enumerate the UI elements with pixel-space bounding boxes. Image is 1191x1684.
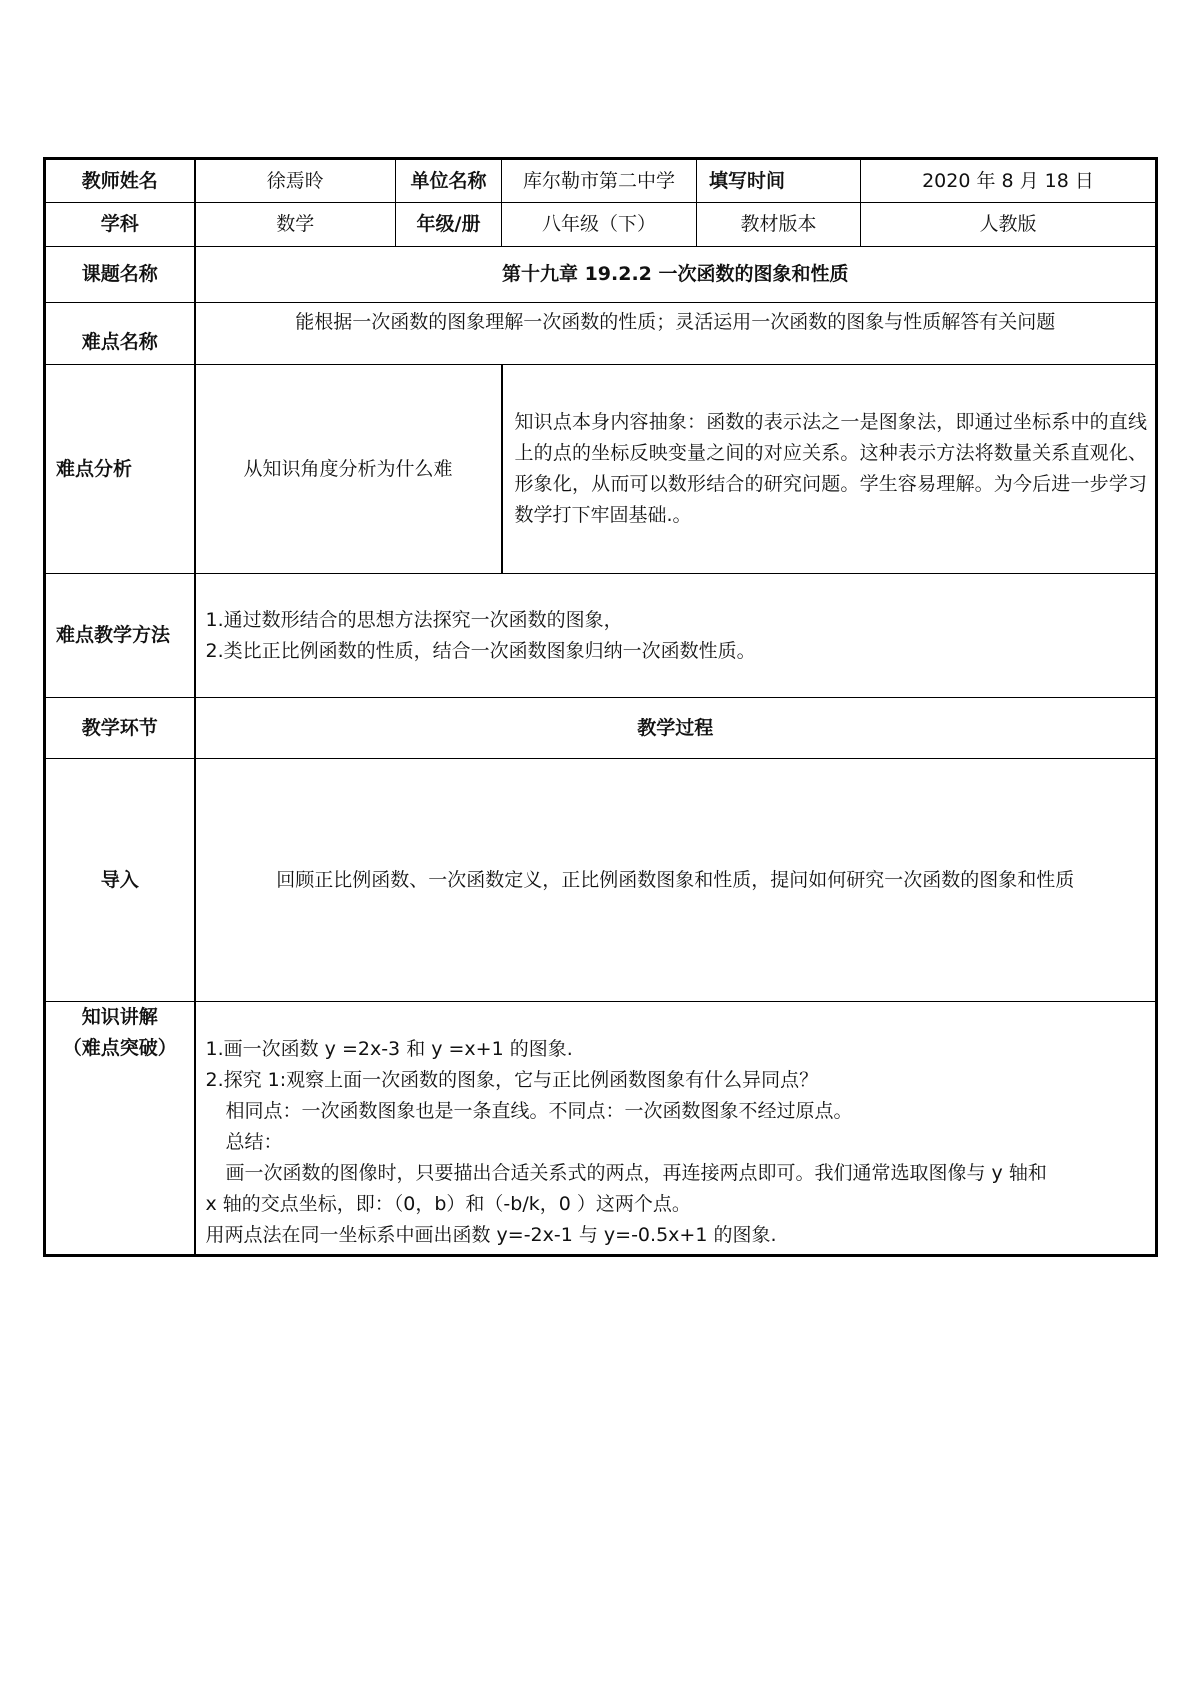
process-label: 教学环节 — [45, 698, 195, 759]
method-item: 1.通过数形结合的思想方法探究一次函数的图象， — [205, 608, 623, 631]
method-list — [195, 574, 1157, 698]
grade-label: 年级/册 — [396, 203, 502, 247]
table-row — [45, 203, 1157, 247]
table-row — [45, 574, 1157, 698]
table-row — [45, 1002, 1157, 1256]
knowledge-line: 1.画一次函数 y =2x-3 和 y =x+1 的图象. — [205, 1038, 573, 1060]
difficulty-value: 能根据一次函数的图象理解一次函数的性质；灵活运用一次函数的图象与性质解答有关问题 — [195, 303, 1157, 365]
knowledge-line: x 轴的交点坐标，即：（0，b）和（-b/k，0 ）这两个点。 — [205, 1193, 691, 1215]
analysis-label: 难点分析 — [45, 365, 195, 574]
table-row — [45, 159, 1157, 203]
edition-label: 教材版本 — [697, 203, 861, 247]
table-row — [45, 247, 1157, 303]
lesson-plan-table — [43, 157, 1158, 1257]
method-label: 难点教学方法 — [45, 574, 195, 698]
knowledge-label — [45, 1002, 195, 1256]
table-row — [45, 303, 1157, 365]
process-value: 教学过程 — [195, 698, 1157, 759]
difficulty-label: 难点名称 — [45, 303, 195, 365]
edition-value: 人教版 — [861, 203, 1157, 247]
lesson-plan-sheet — [43, 157, 1155, 1257]
subject-value: 数学 — [195, 203, 396, 247]
table-row — [45, 759, 1157, 1002]
analysis-text: 知识点本身内容抽象：函数的表示法之一是图象法，即通过坐标系中的直线上的点的坐标反映变量之间的对应关系。这种表示方法将数量关系直观化、形象化，从而可以数形结合的研究问题。学生容易理解。为今后进一步学习数学打下牢固基础.。 — [502, 365, 1157, 574]
unit-value: 库尔勒市第二中学 — [502, 159, 697, 203]
knowledge-label-line1: 知识讲解 — [81, 1006, 158, 1028]
date-value: 2020 年 8 月 18 日 — [861, 159, 1157, 203]
subject-label: 学科 — [45, 203, 195, 247]
topic-value: 第十九章 19.2.2 一次函数的图象和性质 — [195, 247, 1157, 303]
knowledge-label-line2: （难点突破） — [62, 1037, 177, 1059]
table-row — [45, 365, 1157, 574]
unit-label: 单位名称 — [396, 159, 502, 203]
knowledge-line: 总结： — [225, 1131, 283, 1153]
analysis-sub-label-text: 从知识角度分析为什么难 — [243, 457, 453, 480]
analysis-sub-label — [195, 365, 502, 574]
method-item: 2.类比正比例函数的性质，结合一次函数图象归纳一次函数性质。 — [205, 639, 756, 662]
grade-value: 八年级（下） — [502, 203, 697, 247]
topic-label: 课题名称 — [45, 247, 195, 303]
knowledge-line: 2.探究 1:观察上面一次函数的图象，它与正比例函数图象有什么异同点？ — [205, 1069, 819, 1091]
knowledge-line: 相同点：一次函数图象也是一条直线。不同点：一次函数图象不经过原点。 — [225, 1100, 853, 1122]
knowledge-line: 画一次函数的图像时，只要描出合适关系式的两点，再连接两点即可。我们通常选取图像与 y 轴和 — [225, 1162, 1047, 1184]
intro-label: 导入 — [45, 759, 195, 1002]
knowledge-content — [195, 1002, 1157, 1256]
table-row — [45, 698, 1157, 759]
intro-value: 回顾正比例函数、一次函数定义，正比例函数图象和性质，提问如何研究一次函数的图象和性质 — [195, 759, 1157, 1002]
teacher-label: 教师姓名 — [45, 159, 195, 203]
date-label: 填写时间 — [697, 159, 861, 203]
teacher-value: 徐焉昤 — [195, 159, 396, 203]
knowledge-line: 用两点法在同一坐标系中画出函数 y=-2x-1 与 y=-0.5x+1 的图象. — [205, 1224, 777, 1246]
